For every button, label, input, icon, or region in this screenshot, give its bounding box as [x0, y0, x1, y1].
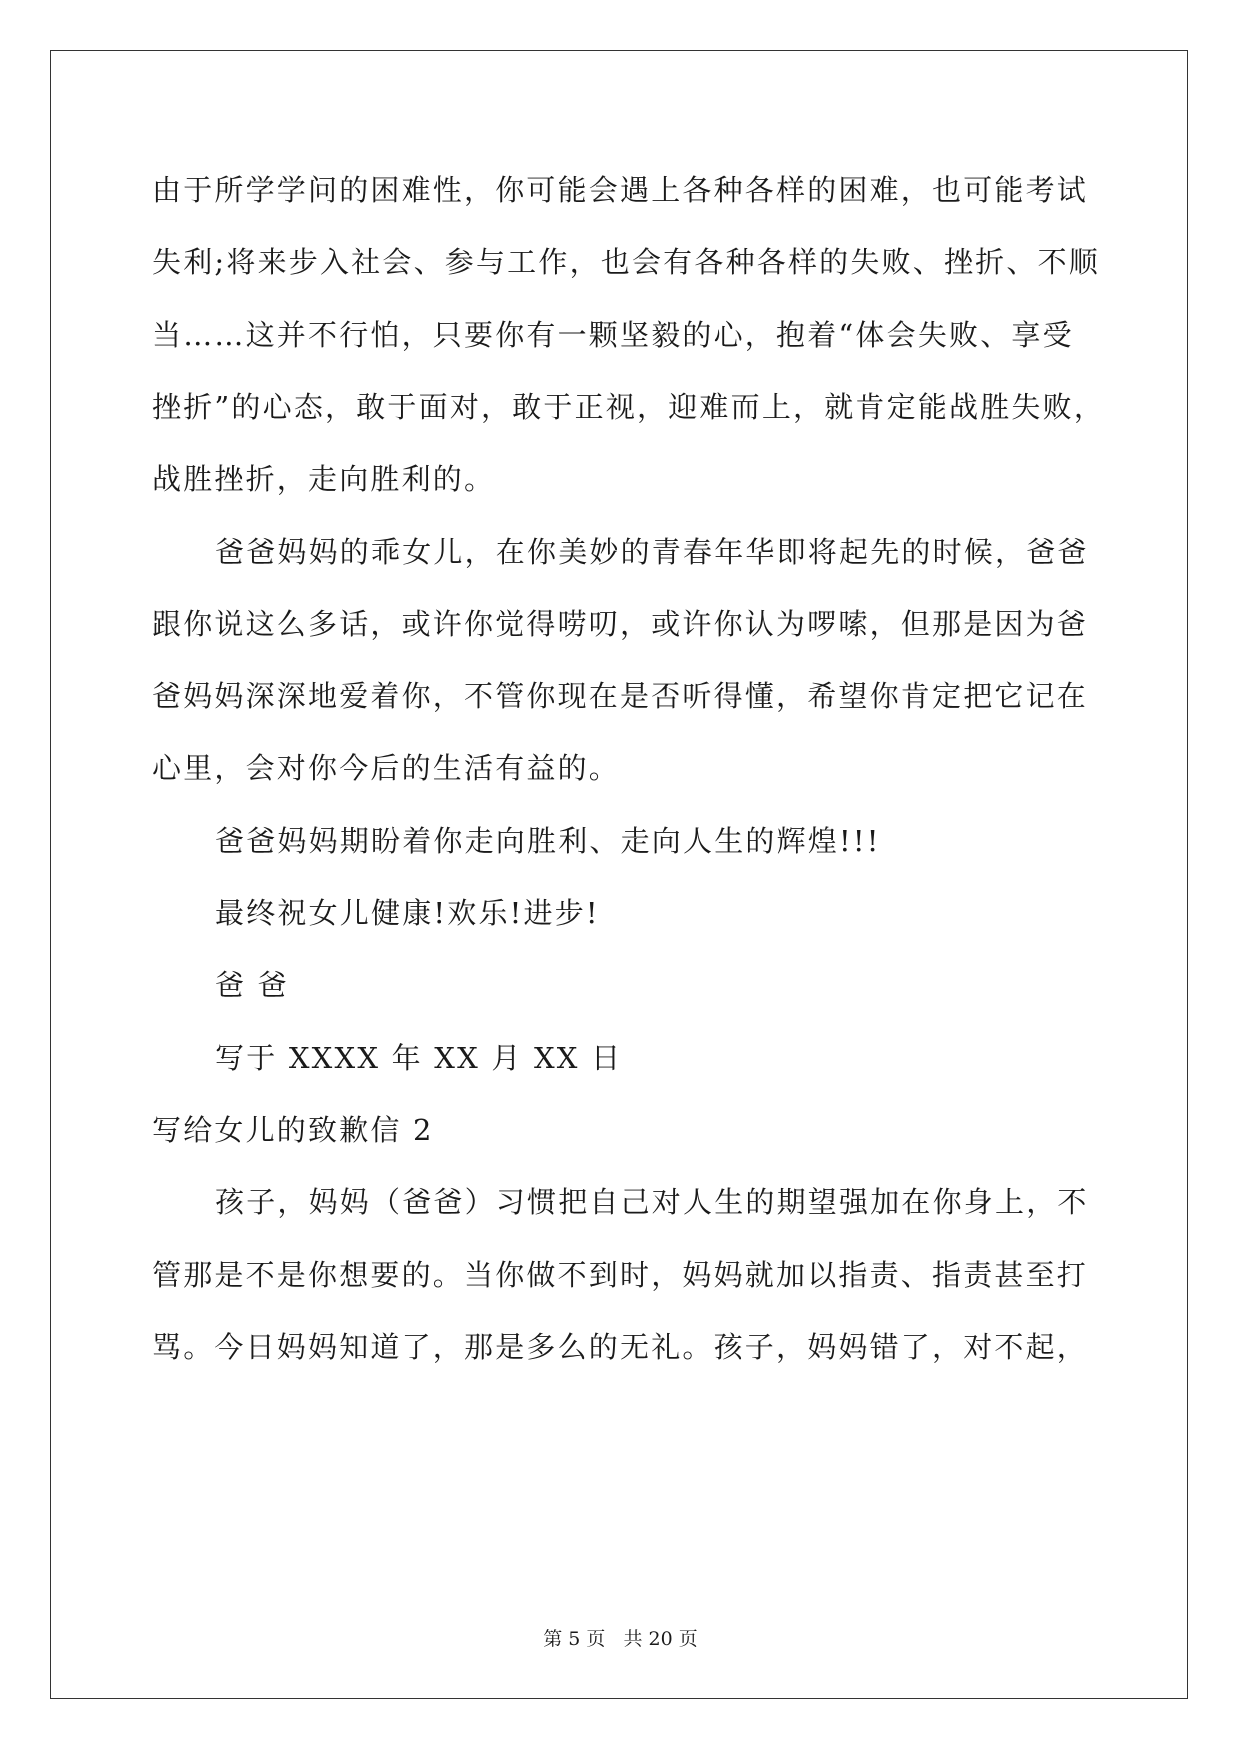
- date-line: 写于 XXXX 年 XX 月 XX 日: [215, 1040, 623, 1075]
- text-line: 挫折”的心态，敢于面对，敢于正视，迎难而上，就肯定能战胜失败，: [152, 389, 1106, 424]
- text-line: 最终祝女儿健康!欢乐!进步!: [215, 896, 600, 930]
- page-border: [50, 50, 1188, 1699]
- text-line: 管那是不是你想要的。当你做不到时，妈妈就加以指责、指责甚至打: [152, 1257, 1089, 1292]
- text-line: 爸爸妈妈期盼着你走向胜利、走向人生的辉煌!!!: [215, 823, 881, 858]
- text-line: 跟你说这么多话，或许你觉得唠叨，或许你认为啰嗦，但那是因为爸: [152, 606, 1089, 641]
- page-footer: 第 5 页 共 20 页: [543, 1628, 698, 1650]
- text-line: 骂。今日妈妈知道了，那是多么的无礼。孩子，妈妈错了，对不起，: [152, 1329, 1089, 1364]
- text-line: 战胜挫折，走向胜利的。: [152, 462, 496, 497]
- text-line: 心里，会对你今后的生活有益的。: [152, 751, 621, 786]
- section-heading: 写给女儿的致歉信 2: [152, 1112, 434, 1147]
- text-line: 当……这并不行怕，只要你有一颗坚毅的心，抱着“体会失败、享受: [152, 317, 1074, 352]
- text-line: 失利;将来步入社会、参与工作，也会有各种各样的失败、挫折、不顺: [152, 245, 1100, 280]
- signature: 爸 爸: [215, 968, 289, 1003]
- text-line: 孩子，妈妈（爸爸）习惯把自己对人生的期望强加在你身上，不: [215, 1185, 1089, 1220]
- text-line: 爸妈妈深深地爱着你，不管你现在是否听得懂，希望你肯定把它记在: [152, 679, 1089, 714]
- text-line: 由于所学学问的困难性，你可能会遇上各种各样的困难，也可能考试: [152, 173, 1089, 207]
- text-line: 爸爸妈妈的乖女儿，在你美妙的青春年华即将起先的时候，爸爸: [215, 534, 1089, 569]
